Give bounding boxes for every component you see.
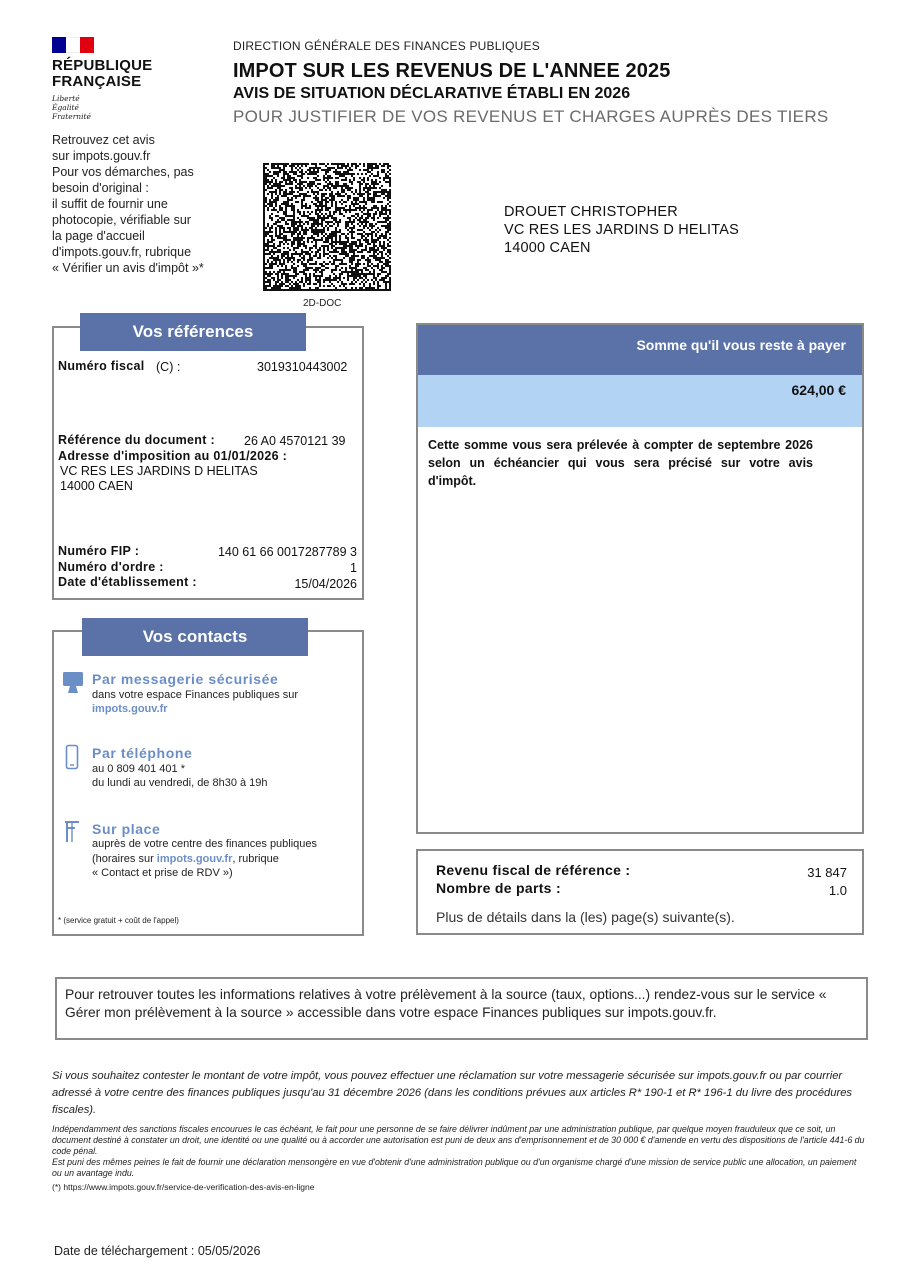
- rfr-label: Revenu fiscal de référence :: [436, 862, 631, 878]
- dgfip-label: DIRECTION GÉNÉRALE DES FINANCES PUBLIQUES: [233, 39, 540, 53]
- contacts-footnote: * (service gratuit + coût de l'appel): [58, 916, 179, 925]
- messaging-title: Par messagerie sécurisée: [92, 671, 279, 687]
- page-subtitle: AVIS DE SITUATION DÉCLARATIVE ÉTABLI EN 2026: [233, 85, 631, 102]
- legal-fine-print-1: Indépendamment des sanctions fiscales encourues le cas échéant, le fait pour une personne de se faire délivrer indûment par une administration publique, par quelque moyen frauduleux que ce soit, un document destiné à constater un droit, une identité ou une qualité ou à accorder une autorisation est puni de deux ans d'emprisonnement et de 30 000 € d'amende en vertu des dispositions de l'article 441-6 du code pénal.: [52, 1124, 865, 1156]
- phone-number: au 0 809 401 401 *: [92, 763, 185, 775]
- verification-url: (*) https://www.impots.gouv.fr/service-de-verification-des-avis-en-ligne: [52, 1182, 315, 1192]
- onsite-line1: auprès de votre centre des finances publiques: [92, 838, 318, 850]
- messaging-link[interactable]: impots.gouv.fr: [92, 703, 168, 715]
- fip-label: Numéro FIP :: [58, 544, 140, 558]
- contacts-heading: Vos contacts: [82, 618, 308, 656]
- parts-value: 1.0: [828, 883, 847, 898]
- fiscal-number-label: Numéro fiscal: [58, 359, 145, 373]
- phone-icon: [65, 744, 79, 770]
- date-label: Date d'établissement :: [58, 575, 197, 589]
- order-value: 1: [350, 561, 357, 575]
- recipient-city: 14000 CAEN: [504, 240, 591, 256]
- 2d-doc-barcode: [263, 163, 391, 291]
- parts-label: Nombre de parts :: [436, 880, 561, 896]
- recipient-address: [504, 203, 739, 257]
- republique-francaise-logo-text: RÉPUBLIQUE FRANÇAISE: [52, 57, 153, 90]
- onsite-line2: (horaires sur impots.gouv.fr, rubrique: [92, 853, 279, 865]
- payment-amount: 624,00 €: [418, 375, 862, 427]
- payment-heading: Somme qu'il vous reste à payer: [418, 325, 862, 375]
- fiscal-number-value: 3019310443002: [257, 360, 348, 374]
- rfr-value: 31 847: [807, 865, 847, 880]
- order-label: Numéro d'ordre :: [58, 560, 164, 574]
- docref-value: 26 A0 4570121 39: [244, 434, 346, 448]
- legal-fine-print: [52, 1124, 867, 1179]
- fiscal-number-code: (C) :: [156, 360, 181, 374]
- tax-address-line1: VC RES LES JARDINS D HELITAS: [60, 464, 258, 478]
- motto: Liberté Égalité Fraternité: [52, 94, 91, 121]
- recipient-street: VC RES LES JARDINS D HELITAS: [504, 222, 739, 238]
- page-title: IMPOT SUR LES REVENUS DE L'ANNEE 2025: [233, 60, 671, 82]
- 2d-doc-label: 2D-DOC: [303, 298, 342, 309]
- onsite-line3: « Contact et prise de RDV »): [92, 867, 233, 879]
- marianne-flag-logo: [52, 37, 94, 53]
- phone-title: Par téléphone: [92, 745, 193, 761]
- contest-notice: Si vous souhaitez contester le montant de votre impôt, vous pouvez effectuer une réclamation sur votre messagerie sécurisée sur impots.gouv.fr ou par courrier adressé à votre centre des finances publiques jusqu'au 31 décembre 2026 (dans les conditions prévues aux articles R* 190-1 et R* 196-1 du livre des procédures fiscales).: [52, 1070, 853, 1116]
- date-value: 15/04/2026: [294, 577, 357, 591]
- download-date: Date de téléchargement : 05/05/2026: [54, 1244, 261, 1258]
- tax-address-label: Adresse d'imposition au 01/01/2026 :: [58, 449, 288, 463]
- recipient-name: DROUET CHRISTOPHER: [504, 204, 678, 220]
- prelevement-info-box: Pour retrouver toutes les informations relatives à votre prélèvement à la source (taux, options...) rendez-vous sur le service « Gérer mon prélèvement à la source » accessible dans votre espace Finances publiques sur impots.gouv.fr.: [55, 977, 868, 1040]
- payment-note: Cette somme vous sera prélevée à compter de septembre 2026 selon un échéancier qui vous sera précisé sur votre avis d'impôt.: [428, 438, 813, 488]
- purpose-line: POUR JUSTIFIER DE VOS REVENUS ET CHARGES AUPRÈS DES TIERS: [233, 107, 829, 126]
- phone-hours: du lundi au vendredi, de 8h30 à 19h: [92, 777, 268, 789]
- building-icon: [63, 818, 81, 844]
- fip-value: 140 61 66 0017287789 3: [217, 545, 357, 559]
- onsite-link[interactable]: impots.gouv.fr: [156, 853, 233, 865]
- legal-fine-print-2: Est puni des mêmes peines le fait de fournir une déclaration mensongère en vue d'obtenir d'une administration publique ou d'un organisme chargé d'une mission de service public une allocation, un paiement ou un avantage indu.: [52, 1157, 857, 1178]
- tax-address-line2: 14000 CAEN: [60, 479, 133, 493]
- references-heading: Vos références: [80, 313, 306, 351]
- computer-icon: [62, 671, 84, 695]
- docref-label: Référence du document :: [58, 433, 215, 447]
- retrouvez-note: Retrouvez cet avis sur impots.gouv.fr Pour vos démarches, pas besoin d'original : il suffit de fournir une photocopie, vérifiable sur la page d'accueil d'impots.gouv.fr, rubrique « Vérifier un avis d'impôt »*: [52, 133, 204, 275]
- onsite-title: Sur place: [92, 821, 161, 837]
- messaging-text: dans votre espace Finances publiques sur: [92, 689, 299, 701]
- details-note: Plus de détails dans la (les) page(s) suivante(s).: [436, 909, 735, 925]
